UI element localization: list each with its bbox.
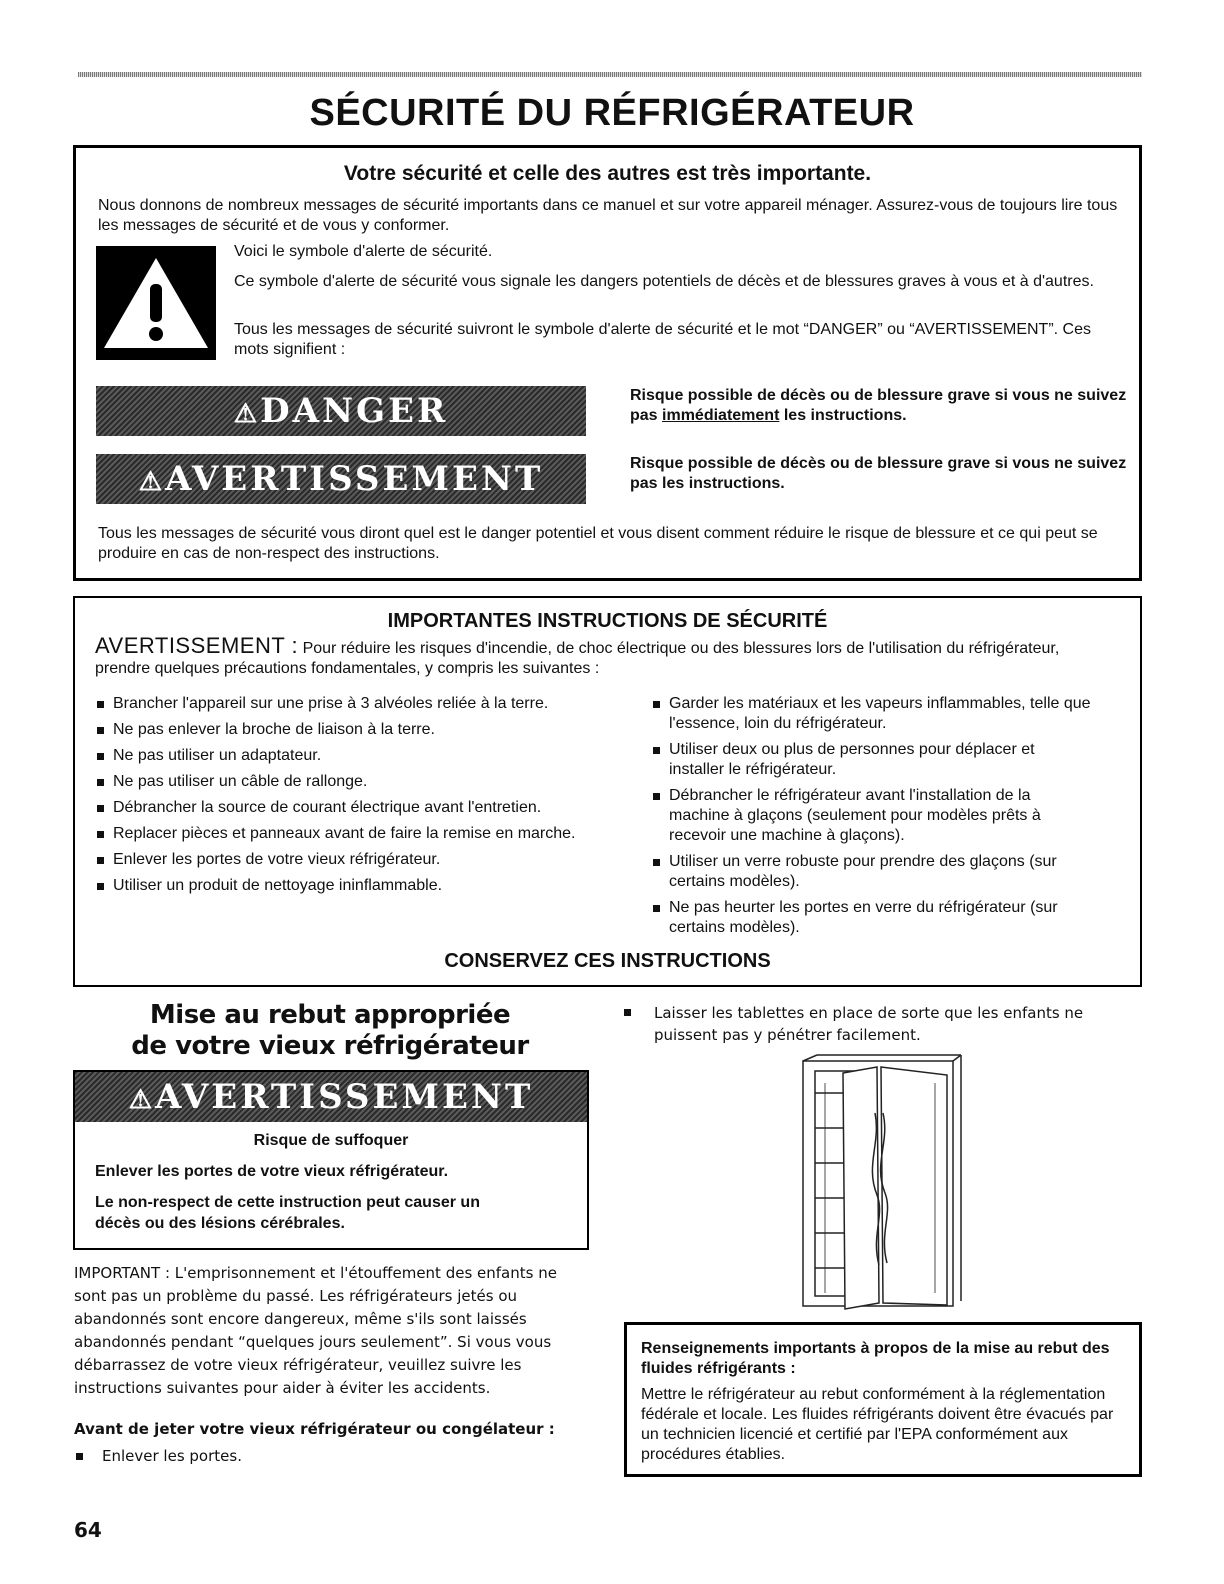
- safety-box: [73, 145, 1142, 581]
- disposal-line-2: Le non-respect de cette instruction peut causer un décès ou des lésions cérébrales.: [95, 1194, 480, 1232]
- left-instruction-list: [95, 694, 635, 902]
- danger-text-emph: immédiatement: [662, 407, 780, 424]
- refrigerant-text: Mettre le réfrigérateur au rebut conformément à la réglementation fédérale et locale. Les fluides réfrigérants doivent être évacués par un technicien licencié et certifié par l'EPA conformément aux procédures établies.: [641, 1386, 1114, 1463]
- disposal-warning-box: [73, 1070, 589, 1250]
- instructions-box: [73, 596, 1142, 987]
- danger-banner: [96, 386, 586, 436]
- alert-icon: ⚠: [128, 1085, 156, 1115]
- symbol-line-3: Tous les messages de sécurité suivront le symbole d'alerte de sécurité et le mot “DANGER” ou “AVERTISSEMENT”. Ces mots signifient :: [234, 321, 1091, 358]
- list-item: Ne pas utiliser un câble de rallonge.: [95, 772, 635, 792]
- list-item: Ne pas enlever la broche de liaison à la terre.: [95, 720, 635, 740]
- refrigerant-heading: Renseignements importants à propos de la mise au rebut des fluides réfrigérants :: [641, 1340, 1110, 1377]
- page-title: SÉCURITÉ DU RÉFRIGÉRATEUR: [309, 92, 915, 134]
- disposal-steps-left: [74, 1446, 584, 1466]
- list-item: Laisser les tablettes en place de sorte que les enfants ne puissent pas y pénétrer facilement.: [622, 1002, 1122, 1046]
- top-rule: [78, 72, 1142, 77]
- alert-icon: ⚠: [138, 467, 166, 497]
- warning-description: Risque possible de décès ou de blessure grave si vous ne suivez pas les instructions.: [630, 455, 1127, 492]
- list-item: Replacer pièces et panneaux avant de faire la remise en marche.: [95, 824, 635, 844]
- suffocation-risk: Risque de suffoquer: [253, 1132, 409, 1149]
- list-item: Brancher l'appareil sur une prise à 3 alvéoles reliée à la terre.: [95, 694, 635, 714]
- list-item: Garder les matériaux et les vapeurs inflammables, telle que l'essence, loin du réfrigérateur.: [651, 694, 1091, 734]
- warning-word: AVERTISSEMENT :: [95, 633, 299, 658]
- right-instruction-list: [651, 694, 1091, 944]
- alert-symbol: [96, 246, 216, 360]
- page-number: 64: [74, 1518, 102, 1542]
- warning-banner: [96, 454, 586, 504]
- list-item: Enlever les portes.: [74, 1446, 584, 1466]
- disposal-warning-banner: [75, 1072, 587, 1122]
- disposal-important: IMPORTANT : L'emprisonnement et l'étouffement des enfants ne sont pas un problème du passé. Les réfrigérateurs jetés ou abandonnés sont encore dangereux, même s'ils sont laissés abandonnés pendant “quelques jours seulement”. Si vous vous débarrassez de votre vieux réfrigérateur, veuillez suivre les instructions suivantes pour aider à éviter les accidents.: [74, 1264, 557, 1397]
- instructions-heading: IMPORTANTES INSTRUCTIONS DE SÉCURITÉ: [387, 610, 828, 632]
- list-item: Utiliser deux ou plus de personnes pour déplacer et installer le réfrigérateur.: [651, 740, 1091, 780]
- disposal-heading-line-1: Mise au rebut appropriée: [149, 1000, 511, 1030]
- danger-text-1: Risque possible de décès ou de blessure grave si vous ne suivez pas: [630, 387, 1127, 424]
- disposal-warning-label: AVERTISSEMENT: [155, 1077, 534, 1117]
- instructions-warning: [95, 633, 1105, 679]
- safety-footer: Tous les messages de sécurité vous diront quel est le danger potentiel et vous disent comment réduire le risque de blessure et ce qui peut se produire en cas de non-respect des instructions.: [98, 525, 1098, 562]
- danger-label: DANGER: [260, 391, 449, 431]
- danger-text-2: les instructions.: [783, 407, 907, 424]
- safety-heading: Votre sécurité et celle des autres est très importante.: [343, 162, 872, 185]
- instructions-footer: CONSERVEZ CES INSTRUCTIONS: [444, 950, 771, 972]
- list-item: Utiliser un verre robuste pour prendre des glaçons (sur certains modèles).: [651, 852, 1091, 892]
- disposal-steps-right: [622, 1002, 1122, 1046]
- disposal-heading-line-2: de votre vieux réfrigérateur: [131, 1031, 529, 1061]
- alert-icon: ⚠: [233, 399, 261, 429]
- list-item: Ne pas utiliser un adaptateur.: [95, 746, 635, 766]
- refrigerant-info-box: [624, 1322, 1142, 1477]
- warning-triangle-icon: [96, 246, 216, 360]
- symbol-line-2: Ce symbole d'alerte de sécurité vous signale les dangers potentiels de décès et de blessures graves à vous et à d'autres.: [234, 273, 1094, 290]
- list-item: Débrancher la source de courant électrique avant l'entretien.: [95, 798, 635, 818]
- list-item: Enlever les portes de votre vieux réfrigérateur.: [95, 850, 635, 870]
- list-item: Utiliser un produit de nettoyage ininflammable.: [95, 876, 635, 896]
- danger-description: [630, 386, 1130, 426]
- safety-intro: Nous donnons de nombreux messages de sécurité importants dans ce manuel et sur votre appareil ménager. Assurez-vous de toujours lire tous les messages de sécurité et de vous y conformer.: [98, 197, 1118, 234]
- refrigerator-illustration: [795, 1053, 965, 1318]
- disposal-heading: [60, 1000, 600, 1062]
- warning-label: AVERTISSEMENT: [165, 459, 544, 499]
- before-disposal-heading: Avant de jeter votre vieux réfrigérateur ou congélateur :: [74, 1420, 555, 1438]
- list-item: Ne pas heurter les portes en verre du réfrigérateur (sur certains modèles).: [651, 898, 1091, 938]
- disposal-line-1: Enlever les portes de votre vieux réfrigérateur.: [95, 1163, 449, 1180]
- symbol-line-1: Voici le symbole d'alerte de sécurité.: [234, 243, 493, 260]
- refrigerator-icon: [795, 1053, 965, 1318]
- warning-text: Pour réduire les risques d'incendie, de choc électrique ou des blessures lors de l'utilisation du réfrigérateur, prendre quelques précautions fondamentales, y compris les suivantes :: [95, 640, 1060, 677]
- list-item: Débrancher le réfrigérateur avant l'installation de la machine à glaçons (seulement pour modèles prêts à recevoir une machine à glaçons).: [651, 786, 1091, 846]
